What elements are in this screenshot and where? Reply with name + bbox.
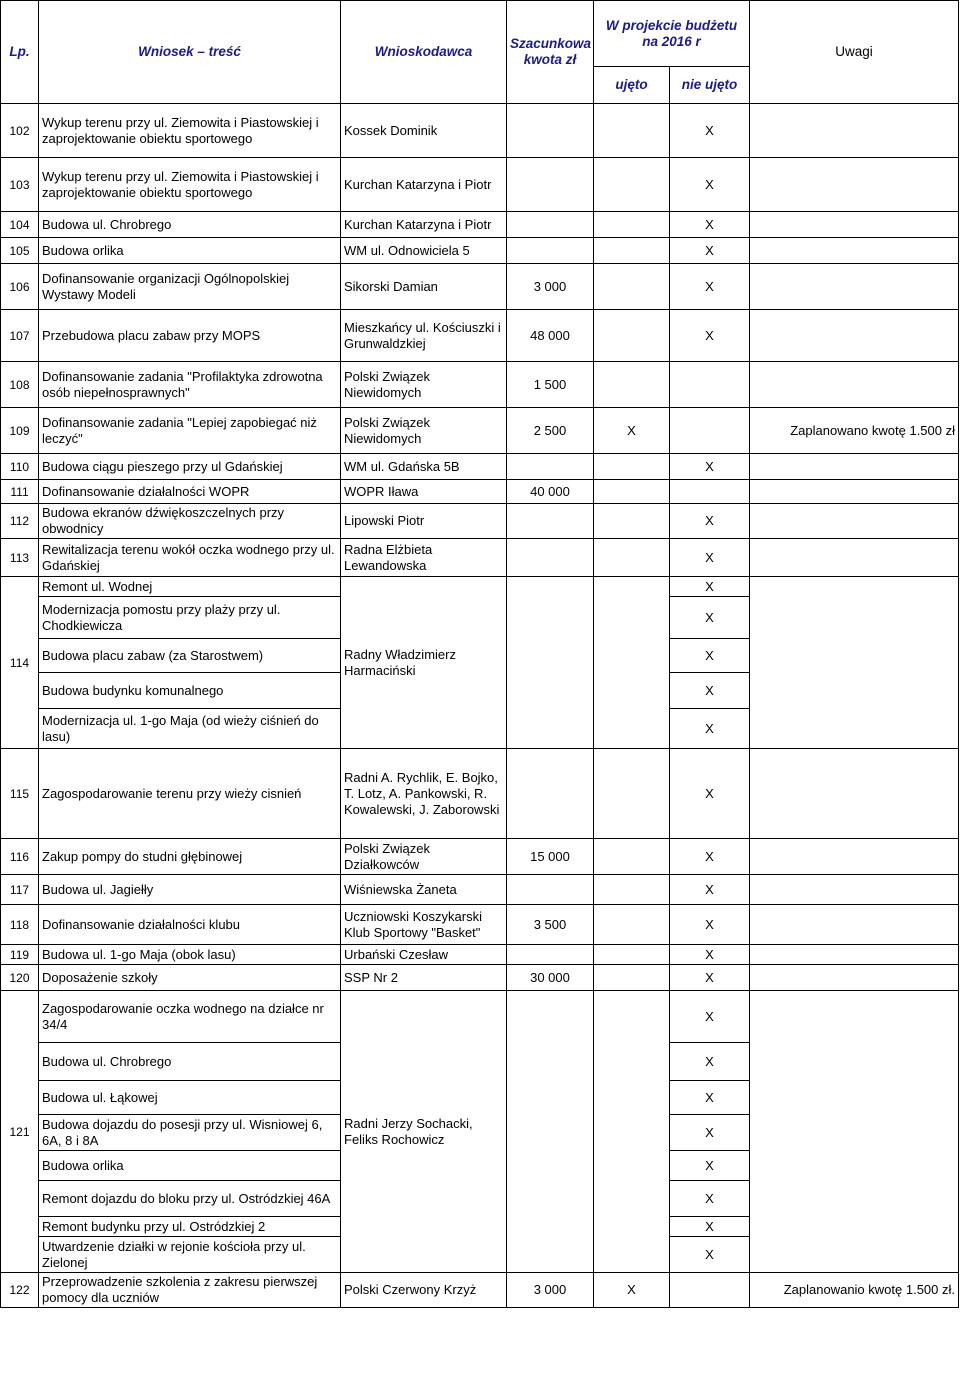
row-number: 111 (1, 480, 39, 504)
accepted-mark (594, 362, 670, 408)
estimated-amount (507, 577, 594, 749)
rejected-mark: X (670, 839, 750, 875)
header-amount: Szacunkowa kwota zł (507, 1, 594, 104)
rejected-mark: X (670, 539, 750, 577)
applicant: SSP Nr 2 (341, 965, 507, 991)
header-remarks (750, 1, 959, 104)
rejected-mark: X (670, 1217, 750, 1237)
rejected-mark: X (670, 1115, 750, 1151)
applicant: Urbański Czesław (341, 945, 507, 965)
request-content: Modernizacja ul. 1-go Maja (od wieży ciśnień do lasu) (39, 709, 341, 749)
accepted-mark (594, 310, 670, 362)
accepted-mark (594, 104, 670, 158)
rejected-mark: X (670, 264, 750, 310)
table-row (1, 945, 959, 965)
estimated-amount: 30 000 (507, 965, 594, 991)
request-content: Modernizacja pomostu przy plaży przy ul. Chodkiewicza (39, 597, 341, 639)
request-content: Budowa orlika (39, 1151, 341, 1181)
table-row (1, 991, 959, 1043)
remarks (750, 158, 959, 212)
estimated-amount: 15 000 (507, 839, 594, 875)
request-content: Wykup terenu przy ul. Ziemowita i Piastowskiej i zaprojektowanie obiektu sportowego (39, 104, 341, 158)
table-row (1, 577, 959, 597)
request-content: Budowa ul. Jagiełły (39, 875, 341, 905)
table-row (1, 875, 959, 905)
row-number: 105 (1, 238, 39, 264)
header-budget: W projekcie budżetu na 2016 r (594, 1, 750, 67)
applicant: WOPR Iława (341, 480, 507, 504)
row-number: 107 (1, 310, 39, 362)
remarks (750, 454, 959, 480)
request-content: Budowa ciągu pieszego przy ul Gdańskiej (39, 454, 341, 480)
request-content: Budowa ul. 1-go Maja (obok lasu) (39, 945, 341, 965)
request-content: Dofinansowanie zadania "Lepiej zapobiegać niż leczyć" (39, 408, 341, 454)
rejected-mark: X (670, 238, 750, 264)
table-row (1, 362, 959, 408)
rejected-mark: X (670, 709, 750, 749)
estimated-amount (507, 539, 594, 577)
estimated-amount (507, 238, 594, 264)
applicant: Kurchan Katarzyna i Piotr (341, 212, 507, 238)
rejected-mark: X (670, 749, 750, 839)
table-row (1, 238, 959, 264)
rejected-mark: X (670, 212, 750, 238)
rejected-mark: X (670, 504, 750, 539)
remarks (750, 945, 959, 965)
request-content: Wykup terenu przy ul. Ziemowita i Piastowskiej i zaprojektowanie obiektu sportowego (39, 158, 341, 212)
applicant: Radni Jerzy Sochacki, Feliks Rochowicz (341, 991, 507, 1273)
estimated-amount (507, 749, 594, 839)
table-row (1, 905, 959, 945)
row-number: 115 (1, 749, 39, 839)
accepted-mark (594, 158, 670, 212)
applicant: Lipowski Piotr (341, 504, 507, 539)
accepted-mark (594, 945, 670, 965)
request-content: Dofinansowanie organizacji Ogólnopolskiej Wystawy Modeli (39, 264, 341, 310)
applicant: Kurchan Katarzyna i Piotr (341, 158, 507, 212)
request-content: Zagospodarowanie oczka wodnego na działce nr 34/4 (39, 991, 341, 1043)
accepted-mark (594, 264, 670, 310)
rejected-mark: X (670, 639, 750, 673)
request-content: Dofinansowanie zadania "Profilaktyka zdrowotna osób niepełnosprawnych" (39, 362, 341, 408)
remarks (750, 264, 959, 310)
request-content: Budowa ul. Chrobrego (39, 1043, 341, 1081)
rejected-mark: X (670, 1181, 750, 1217)
request-content: Budowa budynku komunalnego (39, 673, 341, 709)
accepted-mark (594, 212, 670, 238)
header-remarks-label: Uwagi (835, 44, 873, 59)
rejected-mark: X (670, 104, 750, 158)
request-content: Dofinansowanie działalności klubu (39, 905, 341, 945)
applicant: Polski Czerwony Krzyż (341, 1273, 507, 1308)
row-number: 102 (1, 104, 39, 158)
applicant: Radni A. Rychlik, E. Bojko, T. Lotz, A. Pankowski, R. Kowalewski, J. Zaborowski (341, 749, 507, 839)
estimated-amount: 1 500 (507, 362, 594, 408)
remarks (750, 212, 959, 238)
rejected-mark: X (670, 875, 750, 905)
remarks: Zaplanowano kwotę 1.500 zł (750, 408, 959, 454)
remarks (750, 104, 959, 158)
table-row (1, 965, 959, 991)
rejected-mark: X (670, 673, 750, 709)
applicant: Polski Związek Niewidomych (341, 408, 507, 454)
accepted-mark (594, 539, 670, 577)
remarks (750, 839, 959, 875)
request-content: Dofinansowanie działalności WOPR (39, 480, 341, 504)
table-row (1, 264, 959, 310)
remarks (750, 362, 959, 408)
applicant: Sikorski Damian (341, 264, 507, 310)
row-number: 119 (1, 945, 39, 965)
applicant: WM ul. Odnowiciela 5 (341, 238, 507, 264)
remarks (750, 480, 959, 504)
row-number: 103 (1, 158, 39, 212)
rejected-mark: X (670, 1081, 750, 1115)
rejected-mark: X (670, 158, 750, 212)
remarks (750, 965, 959, 991)
row-number: 118 (1, 905, 39, 945)
request-content: Budowa placu zabaw (za Starostwem) (39, 639, 341, 673)
table-row (1, 408, 959, 454)
estimated-amount: 2 500 (507, 408, 594, 454)
estimated-amount (507, 454, 594, 480)
estimated-amount (507, 504, 594, 539)
request-content: Zagospodarowanie terenu przy wieży cisnień (39, 749, 341, 839)
header-rejected: nie ujęto (670, 67, 750, 104)
estimated-amount (507, 991, 594, 1273)
estimated-amount: 40 000 (507, 480, 594, 504)
header-lp: Lp. (1, 1, 39, 104)
accepted-mark (594, 504, 670, 539)
remarks: Zaplanowanio kwotę 1.500 zł. (750, 1273, 959, 1308)
row-number: 106 (1, 264, 39, 310)
accepted-mark (594, 454, 670, 480)
remarks (750, 310, 959, 362)
accepted-mark (594, 905, 670, 945)
applicant: Radna Elżbieta Lewandowska (341, 539, 507, 577)
request-content: Budowa ekranów dźwiękoszczelnych przy obwodnicy (39, 504, 341, 539)
rejected-mark (670, 408, 750, 454)
request-content: Remont ul. Wodnej (39, 577, 341, 597)
applicant: Polski Związek Niewidomych (341, 362, 507, 408)
rejected-mark: X (670, 991, 750, 1043)
remarks (750, 577, 959, 749)
request-content: Przebudowa placu zabaw przy MOPS (39, 310, 341, 362)
row-number: 117 (1, 875, 39, 905)
request-content: Budowa dojazdu do posesji przy ul. Wisniowej 6, 6A, 8 i 8A (39, 1115, 341, 1151)
remarks (750, 504, 959, 539)
accepted-mark (594, 577, 670, 749)
request-content: Remont dojazdu do bloku przy ul. Ostródzkiej 46A (39, 1181, 341, 1217)
header-applicant: Wnioskodawca (341, 1, 507, 104)
remarks (750, 991, 959, 1273)
accepted-mark (594, 480, 670, 504)
remarks (750, 749, 959, 839)
rejected-mark (670, 1273, 750, 1308)
accepted-mark (594, 839, 670, 875)
row-number: 113 (1, 539, 39, 577)
estimated-amount (507, 158, 594, 212)
rejected-mark: X (670, 905, 750, 945)
request-content: Zakup pompy do studni głębinowej (39, 839, 341, 875)
applicant: Radny Władzimierz Harmaciński (341, 577, 507, 749)
row-number: 121 (1, 991, 39, 1273)
row-number: 114 (1, 577, 39, 749)
estimated-amount (507, 212, 594, 238)
row-number: 116 (1, 839, 39, 875)
row-number: 112 (1, 504, 39, 539)
remarks (750, 539, 959, 577)
accepted-mark (594, 965, 670, 991)
accepted-mark (594, 238, 670, 264)
rejected-mark: X (670, 965, 750, 991)
accepted-mark: X (594, 408, 670, 454)
request-content: Utwardzenie działki w rejonie kościoła przy ul. Zielonej (39, 1237, 341, 1273)
rejected-mark (670, 362, 750, 408)
header-content: Wniosek – treść (39, 1, 341, 104)
row-number: 110 (1, 454, 39, 480)
rejected-mark: X (670, 597, 750, 639)
table-row (1, 212, 959, 238)
table-row (1, 749, 959, 839)
applicant: Wiśniewska Żaneta (341, 875, 507, 905)
accepted-mark: X (594, 1273, 670, 1308)
request-content: Budowa ul. Chrobrego (39, 212, 341, 238)
rejected-mark: X (670, 1237, 750, 1273)
applicant: Mieszkańcy ul. Kościuszki i Grunwaldzkiej (341, 310, 507, 362)
table-row (1, 454, 959, 480)
rejected-mark (670, 480, 750, 504)
request-content: Remont budynku przy ul. Ostródzkiej 2 (39, 1217, 341, 1237)
row-number: 104 (1, 212, 39, 238)
table-row (1, 310, 959, 362)
rejected-mark: X (670, 310, 750, 362)
table-row (1, 480, 959, 504)
row-number: 109 (1, 408, 39, 454)
rejected-mark: X (670, 1151, 750, 1181)
request-content: Budowa orlika (39, 238, 341, 264)
remarks (750, 875, 959, 905)
request-content: Przeprowadzenie szkolenia z zakresu pierwszej pomocy dla uczniów (39, 1273, 341, 1308)
table-row (1, 158, 959, 212)
estimated-amount (507, 875, 594, 905)
applicant: Polski Związek Działkowców (341, 839, 507, 875)
rejected-mark: X (670, 577, 750, 597)
estimated-amount: 3 000 (507, 1273, 594, 1308)
table-row (1, 104, 959, 158)
accepted-mark (594, 991, 670, 1273)
request-content: Doposażenie szkoły (39, 965, 341, 991)
header-accepted: ujęto (594, 67, 670, 104)
applicant: Kossek Dominik (341, 104, 507, 158)
rejected-mark: X (670, 1043, 750, 1081)
remarks (750, 905, 959, 945)
estimated-amount (507, 945, 594, 965)
accepted-mark (594, 749, 670, 839)
estimated-amount (507, 104, 594, 158)
estimated-amount: 3 000 (507, 264, 594, 310)
row-number: 122 (1, 1273, 39, 1308)
request-content: Budowa ul. Łąkowej (39, 1081, 341, 1115)
table-row (1, 504, 959, 539)
request-content: Rewitalizacja terenu wokół oczka wodnego przy ul. Gdańskiej (39, 539, 341, 577)
applicant: WM ul. Gdańska 5B (341, 454, 507, 480)
table-row (1, 1273, 959, 1308)
applicant: Uczniowski Koszykarski Klub Sportowy "Basket" (341, 905, 507, 945)
table-row (1, 539, 959, 577)
remarks (750, 238, 959, 264)
rejected-mark: X (670, 945, 750, 965)
estimated-amount: 3 500 (507, 905, 594, 945)
table-row (1, 839, 959, 875)
estimated-amount: 48 000 (507, 310, 594, 362)
accepted-mark (594, 875, 670, 905)
row-number: 120 (1, 965, 39, 991)
row-number: 108 (1, 362, 39, 408)
rejected-mark: X (670, 454, 750, 480)
